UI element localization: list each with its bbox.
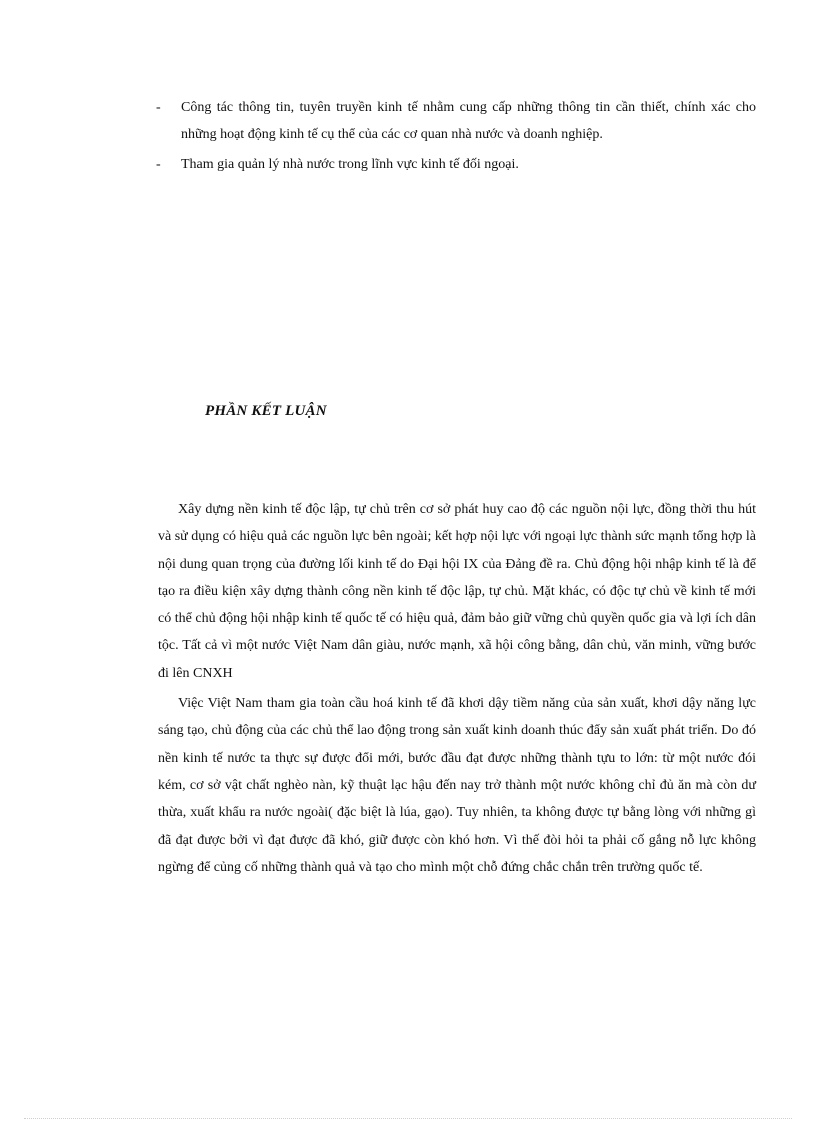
bullet-item bbox=[156, 151, 756, 178]
paragraph: Xây dựng nền kinh tế độc lập, tự chủ trên cơ sở phát huy cao độ các nguồn nội lực, đồng thời thu hút và sử dụng có hiệu quả các nguồn lực bên ngoài; kết hợp nội lực với ngoại lực thành sức mạnh tổng hợp là nội dung quan trọng của đường lối kinh tế do Đại hội IX của Đảng đề ra. Chủ động hội nhập kinh tế là để tạo ra điều kiện xây dựng thành công nền kinh tế độc lập, tự chủ. Mặt khác, có độc tự chủ về kinh tế mới có thể chủ động hội nhập kinh tế quốc tế có hiệu quả, đảm bảo giữ vững chủ quyền quốc gia và lợi ích dân tộc. Tất cả vì một nước Việt Nam dân giàu, nước mạnh, xã hội công bằng, dân chủ, văn minh, vững bước đi lên CNXH bbox=[158, 502, 756, 681]
bullet-marker: - bbox=[156, 157, 161, 172]
page-bottom-divider bbox=[24, 1118, 792, 1119]
bullet-text: Công tác thông tin, tuyên truyền kinh tế nhằm cung cấp những thông tin cần thiết, chính xác cho những hoạt động kinh tế cụ thể của các cơ quan nhà nước và doanh nghiệp. bbox=[181, 100, 756, 142]
paragraph: Việc Việt Nam tham gia toàn cầu hoá kinh tế đã khơi dậy tiềm năng của sản xuất, khơi dậy năng lực sáng tạo, chủ động của các chủ thể lao động trong sản xuất kinh doanh thúc đẩy sản xuất phát triển. Do đó nền kinh tế nước ta thực sự được đổi mới, bước đầu đạt được những thành tựu to lớn: từ một nước đói kém, cơ sở vật chất nghèo nàn, kỹ thuật lạc hậu đến nay trở thành một nước không chỉ đủ ăn mà còn dư thừa, xuất khẩu ra nước ngoài( đặc biệt là lúa, gạo). Tuy nhiên, ta không được tự bằng lòng với những gì đã đạt được bởi vì đạt được đã khó, giữ được còn khó hơn. Vì thế đòi hỏi ta phải cố gắng nỗ lực không ngừng để củng cố những thành quả và tạo cho mình một chỗ đứng chắc chắn trên trường quốc tế. bbox=[158, 696, 756, 875]
section-title: PHẦN KẾT LUẬN bbox=[205, 403, 327, 419]
bullet-text: Tham gia quản lý nhà nước trong lĩnh vực kinh tế đối ngoại. bbox=[181, 157, 519, 172]
bullet-item bbox=[156, 94, 756, 148]
conclusion-body bbox=[158, 496, 756, 881]
bullet-list bbox=[156, 94, 756, 178]
bullet-marker: - bbox=[156, 100, 161, 115]
